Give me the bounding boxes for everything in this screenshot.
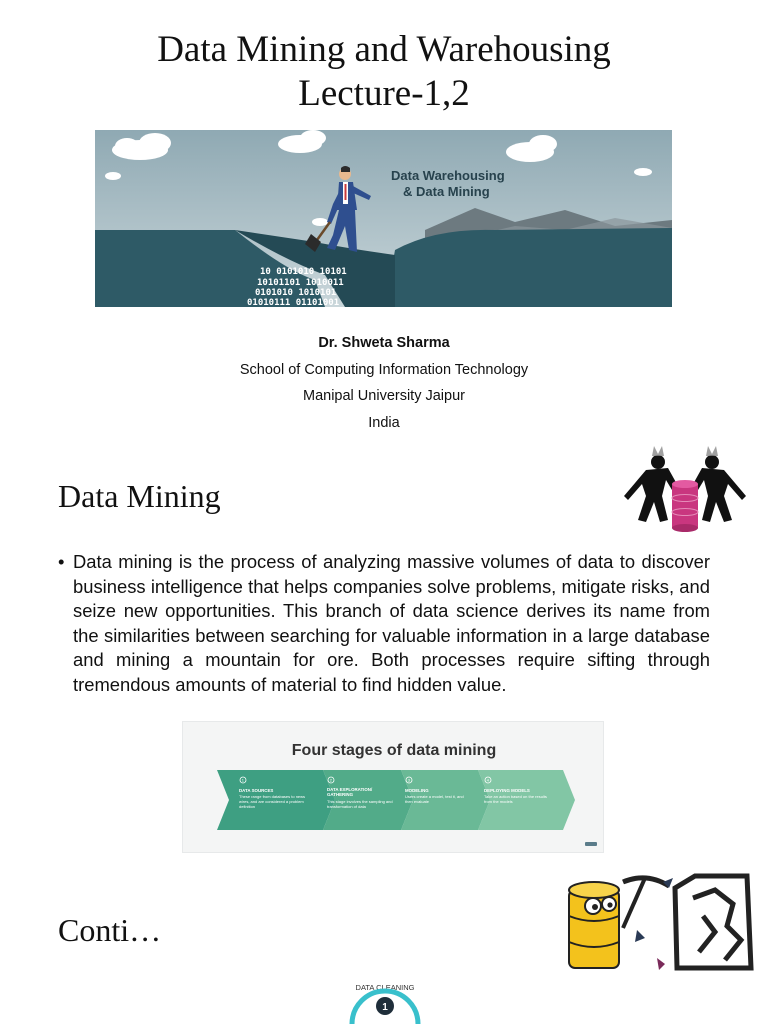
stage-name: DATA SOURCES [239, 788, 274, 793]
logo-icon [585, 842, 597, 846]
stage-number: 4 [486, 777, 490, 783]
title-line-1: Data Mining and Warehousing [157, 29, 611, 70]
lecture-title [0, 28, 768, 116]
banner-image [95, 130, 672, 307]
author-info [0, 330, 768, 436]
data-cleaning-step [330, 980, 440, 1024]
stage-desc: Users create a model, test it, and then evaluate [405, 794, 464, 804]
four-stages-figure [182, 721, 604, 853]
author-name: Dr. Shweta Sharma [318, 335, 450, 351]
stage-name: DEPLOYING MODELS [484, 788, 530, 793]
data-mining-banner-illustration [95, 130, 672, 307]
binary-row: 01010111 01101001 [247, 298, 340, 307]
banner-caption-line-2: & Data Mining [403, 184, 490, 199]
stage-number: 2 [329, 777, 333, 783]
binary-row: 0101010 1010101 [255, 288, 337, 298]
step-number: 1 [382, 1002, 388, 1013]
title-line-2: Lecture-1,2 [298, 73, 470, 114]
miners-cylinder-icon [618, 444, 750, 532]
university-name: Manipal University Jaipur [303, 388, 465, 404]
stage-desc: These range from databases to news wires, and are considered a problem definition [239, 794, 306, 809]
binary-row: 10101101 1010011 [257, 278, 344, 288]
stage-name: MODELING [405, 788, 429, 793]
country-name: India [368, 414, 400, 431]
definition-paragraph [58, 550, 710, 698]
stage-desc: This stage involves the sampling and transformation of data [327, 799, 393, 809]
binary-row: 10 0101010 10101 [260, 267, 347, 277]
banner-caption-line-1: Data Warehousing [391, 168, 505, 183]
department-name: School of Computing Information Technology [239, 361, 529, 378]
cleaning-label: DATA CLEANING [355, 983, 415, 992]
stage-number: 1 [241, 777, 245, 783]
stage-number: 3 [407, 777, 411, 783]
stage-name: DATA EXPLORATION/ GATHERING [327, 787, 373, 797]
stage-desc: Take an action based on the results from the models [484, 794, 547, 804]
section-heading: Data Mining [58, 478, 221, 514]
definition-text: Data mining is the process of analyzing massive volumes of data to discover business intelligence that helps companies solve problems, mitigate risks, and seize new opportunities. This branch of data science derives its name from the similarities between searching for valuable information in a large database and mining a mountain for ore. Both processes require sifting through tremendous amounts of material to find hidden value. [73, 551, 710, 695]
figure-title: Four stages of data mining [291, 742, 497, 759]
continued-heading: Conti… [58, 912, 162, 948]
database-pickaxe-icon [565, 868, 755, 974]
bullet-point: • [58, 551, 65, 572]
